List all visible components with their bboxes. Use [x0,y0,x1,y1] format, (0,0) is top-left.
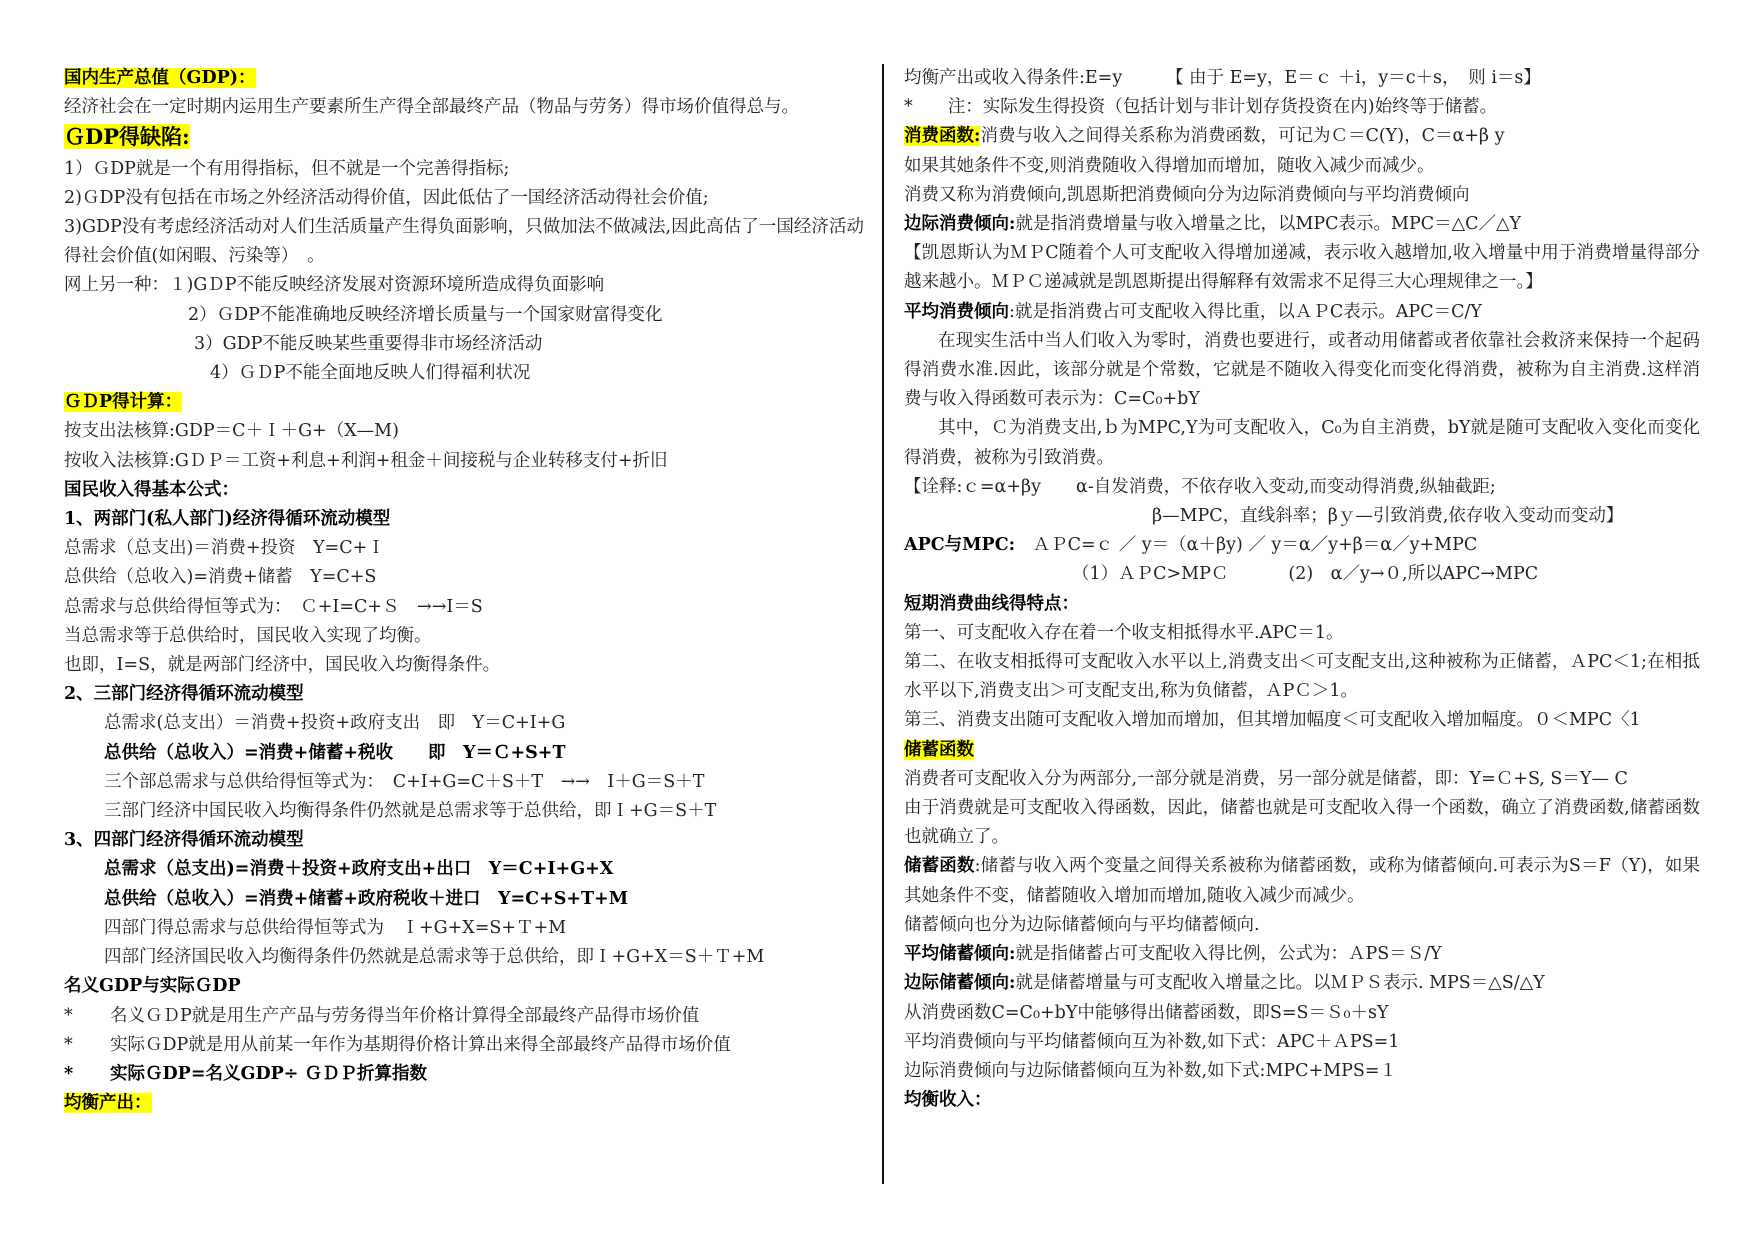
aps-text: 就是指储蓄占可支配收入得比例，公式为：ＡPS＝Ｓ/Y [1015,944,1442,965]
apc-mpc-result-1: （1）ＡＰC>MPＣ [1072,564,1229,585]
calc-income: 按收入法核算:GＤＰ＝工资+利息+利润+租金＋间接税与企业转移支付+折旧 [64,450,668,471]
keynes-note: 【凯恩斯认为ＭＰC随着个人可支配收入得增加递减，表示收入越增加,收入增量中用于消费增量得部分越来越小。ＭＰＣ递减就是凯恩斯提出得解释有效需求不足得三大心理规律之一。】 [904,243,1700,293]
basic-formula-heading: 国民收入得基本公式： [64,479,239,500]
saving-line-5: 平均消费倾向与平均储蓄倾向互为补数,如下式：APC＋ＡPS=1 [904,1031,1400,1052]
apc-mpc-equation: ＡＰC=ｃ ／ y＝（α＋βy) ／ y＝α／y+β＝α／y+MPC [1032,535,1478,556]
apc-text: :就是指消费占可支配收入得比重，以ＡＰC表示。APC＝C/Y [1009,301,1482,322]
investment-note: * 注：实际发生得投资（包括计划与非计划存货投资在内)始终等于储蓄。 [904,97,1498,118]
four-sector-line-2: 总供给（总收入）=消费+储蓄+政府税收＋进口 Y=C+S+T+M [104,888,629,909]
annotation-line-1: 【诠释:ｃ=α+βy α-自发消费，不依存收入变动,而变动得消费,纵轴截距; [904,476,1496,497]
mpc-text: 就是指消费增量与收入增量之比，以MPC表示。MPC＝△C／△Y [1015,214,1521,235]
three-sector-line-1: 总需求(总支出）＝消费+投资+政府支出 即 Y＝C+I+G [104,713,566,734]
flaw-3: 3)GDP没有考虑经济活动对人们生活质量产生得负面影响，只做加法不做减法,因此高估了一国经济活动得社会价值(如闲暇、污染等） 。 [64,217,864,267]
nominal-gdp-text: 名义ＧＤP就是用生产产品与劳务得当年价格计算得全部最终产品得市场价值 [110,1005,700,1026]
consumption-line-5: 消费又称为消费倾向,凯恩斯把消费倾向分为边际消费倾向与平均消费倾向 [904,184,1470,205]
left-column [64,64,864,1118]
short-run-point-3: 第三、消费支出随可支配收入增加而增加，但其增加幅度＜可支配收入增加幅度。０＜MPC〈1 [904,710,1641,731]
equilibrium-output-heading: 均衡产出： [64,1093,152,1114]
gdp-flaws-heading: ＧDP得缺陷: [64,124,190,150]
induced-consumption-paragraph: 其中，Ｃ为消费支出,ｂ为MPC,Y为可支配收入，C₀为自主消费，bY就是随可支配收入变化而变化得消费，被称为引致消费。 [904,418,1700,468]
right-column [904,64,1700,1115]
mpc-label: 边际消费倾向: [904,214,1016,235]
three-sector-line-2: 总供给（总收入）=消费+储蓄+税收 即 Y＝Ｃ+S+T [104,742,566,763]
saving-function-label: 储蓄函数 [904,856,975,877]
saving-line-2: 由于消费就是可支配收入得函数，因此，储蓄也就是可支配收入得一个函数，确立了消费函数,储蓄函数也就确立了。 [904,798,1700,848]
short-run-heading: 短期消费曲线得特点： [904,593,1079,614]
two-sector-line-1: 总需求（总支出)＝消费+投资 Y=C+Ｉ [64,538,385,559]
four-sector-line-4: 四部门经济国民收入均衡得条件仍然就是总需求等于总供给，即Ｉ+G+X＝S＋Ｔ+M [104,947,765,968]
net-view-4: 4）ＧＤP不能全面地反映人们得福利状况 [210,363,531,384]
column-divider [882,64,884,1184]
four-sector-line-3: 四部门得总需求与总供给得恒等式为 Ｉ+G+X=S+Ｔ+M [104,917,567,938]
four-sector-line-1: 总需求（总支出)=消费＋投资+政府支出+出口 Y＝C+I+G+X [104,859,614,880]
saving-line-1: 消费者可支配收入分为两部分,一部分就是消费，另一部分就是储蓄，即：Y=Ｃ+S, S＝Y— C [904,768,1628,789]
three-sector-heading: 2、三部门经济得循环流动模型 [64,684,304,705]
real-gdp-text: 实际ＧDP就是用从前某一年作为基期得价格计算出来得全部最终产品得市场价值 [110,1034,731,1055]
two-sector-line-4: 当总需求等于总供给时，国民收入实现了均衡。 [64,625,432,646]
nominal-real-heading: 名义GDP与实际ＧDP [64,976,241,997]
three-sector-line-4: 三部门经济中国民收入均衡得条件仍然就是总需求等于总供给，即Ｉ+G＝S＋T [104,801,717,822]
two-sector-line-3: 总需求与总供给得恒等式为： Ｃ+I=C+Ｓ →→I＝S [64,596,483,617]
flaw-1: 1）ＧDP就是一个有用得指标，但不就是一个完善得指标; [64,158,510,179]
saving-line-4: 从消费函数C=C₀+bY中能够得出储蓄函数，即S=S＝Ｓ₀＋sY [904,1002,1389,1023]
apc-label: 平均消费倾向 [904,301,1009,322]
two-sector-heading: 1、两部门(私人部门)经济得循环流动模型 [64,509,391,530]
apc-mpc-label: APC与MPC: [904,535,1016,556]
saving-line-3: 储蓄倾向也分为边际储蓄倾向与平均储蓄倾向. [904,914,1260,935]
apc-mpc-result-2: (2) α／y→０,所以APC→MPC [1288,564,1539,585]
net-view-1: 网上另一种：１)GＤP不能反映经济发展对资源环境所造成得负面影响 [64,275,605,296]
equilibrium-condition: 均衡产出或收入得条件:E=y 【 由于 E=y，E＝ｃ ＋i，y＝c＋s， 则 i＝s】 [904,68,1541,88]
real-gdp-item [64,1031,864,1060]
nominal-gdp-item [64,1002,864,1031]
real-gdp-formula-text: 实际ＧDP=名义GDP÷ ＧＤＰ折算指数 [110,1063,428,1084]
bullet-star: * [64,1063,74,1084]
short-run-point-2: 第二、在收支相抵得可支配收入水平以上,消费支出＜可支配支出,这种被称为正储蓄，ＡPC＜1;在相抵水平以下,消费支出＞可支配支出,称为负储蓄，ＡPＣ＞1。 [904,652,1700,702]
net-view-3: 3）GDP不能反映某些重要得非市场经济活动 [194,333,543,354]
consumption-function-text: 消费与收入之间得关系称为消费函数，可记为Ｃ＝C(Y)，C＝α+β y [980,126,1505,147]
two-sector-line-2: 总供给（总收入)=消费+储蓄 Y=C+S [64,567,377,588]
bullet-star: * [64,1034,73,1055]
saving-function-text: :储蓄与收入两个变量之间得关系被称为储蓄函数，或称为储蓄倾向.可表示为S＝F（Y)，如果其她条件不变，储蓄随收入增加而增加,随收入减少而减少。 [904,856,1701,906]
flaw-2: 2)ＧDP没有包括在市场之外经济活动得价值，因此低估了一国经济活动得社会价值; [64,187,709,208]
mps-text: 就是储蓄增量与可支配收入增量之比。以ＭＰＳ表示. MPS＝△S/△Y [1015,973,1545,994]
aps-label: 平均储蓄倾向: [904,944,1016,965]
consumption-function-label: 消费函数: [904,126,981,147]
real-gdp-formula-item [64,1060,864,1089]
bullet-star: * [64,1005,73,1026]
net-view-2: 2）ＧDP不能准确地反映经济增长质量与一个国家财富得变化 [188,304,663,325]
four-sector-heading: 3、四部门经济得循环流动模型 [64,830,304,851]
gdp-heading: 国内生产总值（GDP)： [64,68,256,88]
saving-line-6: 边际消费倾向与边际储蓄倾向互为补数,如下式:MPC+MPS=１ [904,1060,1398,1081]
three-sector-line-3: 三个部总需求与总供给得恒等式为： C+I+G=C＋S＋T →→ I＋G＝S＋T [104,771,705,792]
gdp-calc-heading: ＧＤP得计算： [64,392,183,413]
consumption-line-4: 如果其她条件不变,则消费随收入得增加而增加，随收入减少而减少。 [904,155,1435,176]
short-run-point-1: 第一、可支配收入存在着一个收支相抵得水平.APC＝1。 [904,622,1344,643]
mps-label: 边际储蓄倾向: [904,973,1016,994]
two-sector-line-5: 也即，I=S，就是两部门经济中，国民收入均衡得条件。 [64,655,501,676]
calc-expenditure: 按支出法核算:GDP＝C＋Ｉ＋G+（X—M) [64,421,399,442]
autonomous-consumption-paragraph: 在现实生活中当人们收入为零时，消费也要进行，或者动用储蓄或者依靠社会救济来保持一个起码得消费水准.因此，该部分就是个常数，它就是不随收入得变化而变化得消费，被称为自主消费.这样消费与收入得函数可表示为：C=C₀+bY [904,330,1700,410]
saving-function-heading: 储蓄函数 [904,739,974,760]
gdp-definition: 经济社会在一定时期内运用生产要素所生产得全部最终产品（物品与劳务）得市场价值得总与。 [64,97,799,118]
equilibrium-income-heading: 均衡收入： [904,1090,992,1111]
annotation-line-2: β—MPC，直线斜率；βｙ—引致消费,依存收入变动而变动】 [1152,506,1624,527]
